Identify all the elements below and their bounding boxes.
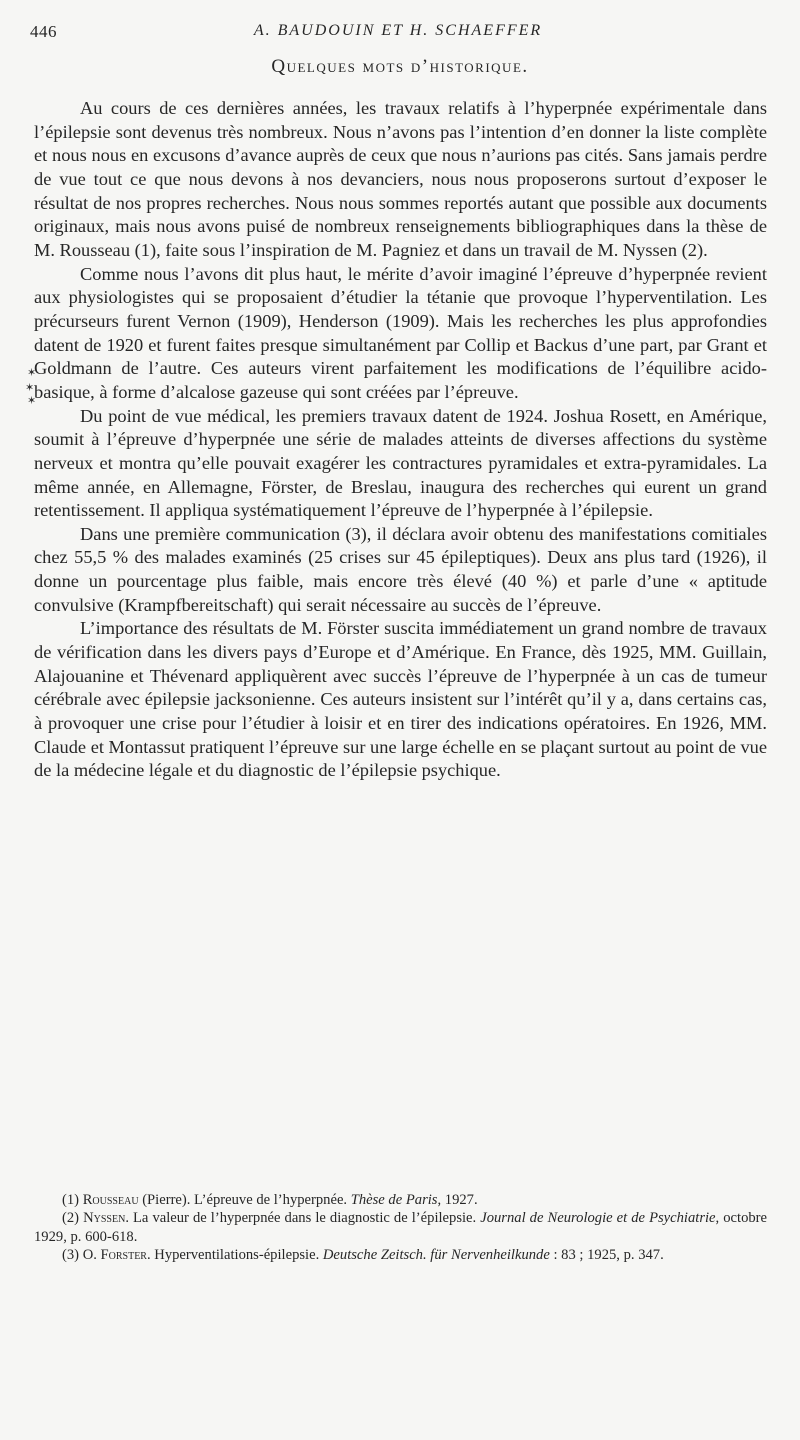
body-text — [34, 97, 767, 783]
paragraph-4: Dans une première communication (3), il déclara avoir obtenu des manifestations comitiales chez 55,5 % des malades examinés (25 crises sur 45 épileptiques). Deux ans plus tard (1926), il donne un pourcentage plus faible, mais encore très élevé (40 %) et parle d’une « aptitude convulsive (Krampfbereitschaft) qui serait nécessaire au succès de l’épreuve. — [34, 523, 767, 615]
footnote-1 — [34, 1191, 767, 1209]
footnote-source: Journal de Neurologie et de Psychiatrie — [480, 1210, 716, 1227]
footnote-marker: (2) — [62, 1210, 80, 1227]
footnote-tail: , octobre 1929, p. 600-618. — [34, 1210, 768, 1245]
section-heading: Quelques mots d’historique. — [271, 56, 529, 77]
footnotes — [34, 1191, 767, 1265]
svg-text:✶: ✶ — [25, 381, 35, 394]
footnote-2 — [34, 1209, 767, 1246]
svg-text:✶: ✶ — [27, 366, 37, 379]
footnote-author: Rousseau — [82, 1192, 139, 1208]
footnote-author: O. Forster — [82, 1247, 147, 1264]
footnote-text: . Hyperventilations-épilepsie. — [146, 1247, 323, 1264]
footnote-tail: , 1927. — [437, 1192, 478, 1208]
footnote-author: Nyssen — [83, 1210, 126, 1227]
paragraph-5: L’importance des résultats de M. Förster suscita immédiatement un grand nombre de travaux de vérification dans les divers pays d’Europe et d’Amérique. En France, dès 1925, MM. Guillain, Alajouanine et Thévenard appliquèrent avec succès l’épreuve de l’hyperpnée à un cas de tumeur cérébrale avec épilepsie jacksonienne. Ces auteurs insistent sur l’intérêt qu’il y a, dans certains cas, à provoquer une crise pour l’étudier à loisir et en tirer des indications opératoires. En 1926, MM. Claude et Montassut pratiquent l’épreuve sur une large échelle en se plaçant surtout au point de vue de la médecine légale et du diagnostic de l’épilepsie psychique. — [34, 618, 768, 781]
footnote-source: Deutsche Zeitsch. für Nervenheilkunde — [322, 1247, 550, 1264]
running-title: A. BAUDOUIN ET H. SCHAEFFER — [253, 22, 543, 39]
footnote-tail: : 83 ; 1925, p. 347. — [549, 1247, 664, 1264]
footnote-text: (Pierre). L’épreuve de l’hyperpnée. — [138, 1192, 351, 1208]
running-head — [30, 22, 766, 46]
footnote-source: Thèse de Paris — [350, 1192, 438, 1208]
footnote-3 — [34, 1246, 767, 1264]
paragraph-3: Du point de vue médical, les premiers travaux datent de 1924. Joshua Rosett, en Amérique, soumit à l’épreuve d’hyperpnée une série de malades atteints de diverses affections du système nerveux et montra qu’elle pouvait exagérer les contractures pyramidales et extra-pyramidales. La même année, en Allemagne, Förster, de Breslau, inaugura des recherches qui eurent un grand retentissement. Il appliqua systématiquement l’épreuve de l’hyperpnée à l’épilepsie. — [34, 405, 767, 521]
page-number: 446 — [30, 22, 57, 41]
paragraph-1: Au cours de ces dernières années, les travaux relatifs à l’hyperpnée expérimentale dans l’épilepsie sont devenus très nombreux. Nous n’avons pas l’intention d’en donner la liste complète et nous nous en excusons d’avance auprès de ceux que nous n’aurions pas cités. Sans jamais perdre de vue tout ce que nous devons à nos devanciers, nous nous proposerons surtout d’exposer le résultat de nos propres recherches. Nous nous sommes reportés autant que possible aux documents originaux, mais nous avons puisé de nombreux renseignements bibliographiques dans la thèse de M. Rousseau (1), faite sous l’inspiration de M. Pagniez et dans un travail de M. Nyssen (2). — [34, 98, 767, 260]
footnote-text: . La valeur de l’hyperpnée dans le diagnostic de l’épilepsie. — [125, 1210, 481, 1227]
footnote-marker: (3) — [62, 1247, 80, 1264]
svg-text:✶: ✶ — [27, 394, 37, 406]
footnote-marker: (1) — [62, 1192, 80, 1208]
paragraph-2: Comme nous l’avons dit plus haut, le mérite d’avoir imaginé l’épreuve d’hyperpnée revient aux physiologistes qui se proposaient d’étudier la tétanie que provoque l’hyperventilation. Les précurseurs furent Vernon (1909), Henderson (1909). Mais les recherches les plus approfondies datent de 1920 et furent faites presque simultanément par Collip et Backus d’une part, par Grant et Goldmann de l’autre. Ces auteurs virent parfaitement les modifications de l’équilibre acido-basique, à forme d’alcalose gazeuse qui sont créées par l’épreuve. — [34, 263, 767, 402]
